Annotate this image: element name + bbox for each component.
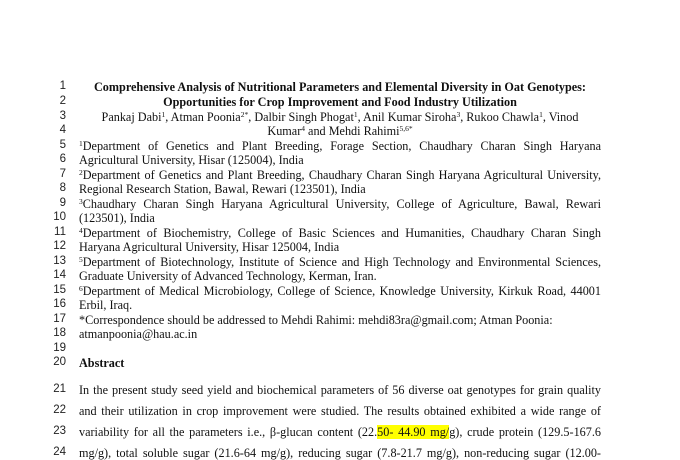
line-number: 18 xyxy=(53,327,66,339)
affiliation-5-cont: Graduate University of Advanced Technology, Kerman, Iran. xyxy=(79,269,377,283)
author-sup: 1 xyxy=(353,110,358,119)
line-number: 23 xyxy=(53,425,66,437)
author-name: Dalbir Singh Phogat xyxy=(254,110,354,124)
line-number: 13 xyxy=(53,255,66,267)
affiliation-6 xyxy=(79,284,601,298)
affiliation-3 xyxy=(79,197,601,211)
abstract-text: variability for all the parameters i.e., β-glucan content (22. xyxy=(79,425,378,439)
line-number: 14 xyxy=(53,269,66,281)
author-name: Rukoo Chawla xyxy=(466,110,540,124)
affiliation-text: Department of Genetics and Plant Breeding, Chaudhary Charan Singh Haryana Agricultural University, xyxy=(82,168,601,182)
line-number: 24 xyxy=(53,446,66,458)
line-number: 22 xyxy=(53,404,66,416)
affiliation-sup: 6 xyxy=(79,284,83,293)
line-number: 12 xyxy=(53,240,66,252)
author-sup: 1 xyxy=(161,110,166,119)
affiliation-sup: 2 xyxy=(79,168,83,177)
line-number: 17 xyxy=(53,313,66,325)
abstract-heading: Abstract xyxy=(79,356,125,370)
line-number: 19 xyxy=(53,342,66,354)
affiliation-text: Chaudhary Charan Singh Haryana Agricultural University, College of Agriculture, Bawal, Rewari xyxy=(82,197,601,211)
author-sup: 3 xyxy=(456,110,461,119)
line-number: 7 xyxy=(59,168,66,180)
correspondence-line-2: atmanpoonia@hau.ac.in xyxy=(79,327,198,341)
line-number: 9 xyxy=(59,197,66,209)
affiliation-2-cont: Regional Research Station, Bawal, Rewari (123501), India xyxy=(79,182,366,196)
affiliation-sup: 4 xyxy=(79,226,83,235)
affiliation-sup: 3 xyxy=(79,197,83,206)
author-name: Vinod xyxy=(548,110,579,124)
line-number: 21 xyxy=(53,383,66,395)
author-line-1: Pankaj Dabi$^1$, Atman Poonia$^{2*}$, Dalbir Singh Phogat$^1$, Anil Kumar Siroha$^3$, Rukoo Chawla$^1$, Vinod xyxy=(101,110,579,124)
paper-title-line-1: Comprehensive Analysis of Nutritional Parameters and Elemental Diversity in Oat Genotypes: xyxy=(94,80,586,94)
abstract-line-24: mg/g), total soluble sugar (21.6-64 mg/g), reducing sugar (7.8-21.7 mg/g), non-reducing sugar (12.00- xyxy=(79,446,601,460)
affiliation-text: Department of Biochemistry, College of Basic Sciences and Humanities, Chaudhary Charan Singh xyxy=(82,226,601,240)
author-name: Pankaj Dabi xyxy=(101,110,162,124)
affiliation-text: Department of Medical Microbiology, College of Science, Knowledge University, Kirkuk Road, 44001 xyxy=(82,284,601,298)
line-number: 6 xyxy=(59,153,66,165)
line-number: 3 xyxy=(59,110,66,122)
correspondence-line-1: *Correspondence should be addressed to Mehdi Rahimi: mehdi83ra@gmail.com; Atman Poonia: xyxy=(79,313,553,327)
line-number: 5 xyxy=(59,139,66,151)
author-name: Atman Poonia xyxy=(170,110,241,124)
line-number: 10 xyxy=(53,211,66,223)
affiliation-sup: 1 xyxy=(79,139,83,148)
author-line-2: Kumar$^4$ and Mehdi Rahimi$^{5,6*}$ xyxy=(267,124,413,138)
paper-title-line-2: Opportunities for Crop Improvement and Food Industry Utilization xyxy=(163,95,517,109)
line-number: 2 xyxy=(59,95,66,107)
affiliation-4 xyxy=(79,226,601,240)
author-sup: 1 xyxy=(539,110,543,119)
affiliation-text: Department of Biotechnology, Institute of Science and High Technology and Environmental Sciences, xyxy=(82,255,601,269)
line-number: 1 xyxy=(59,80,66,92)
affiliation-4-cont: Haryana Agricultural University, Hisar 125004, India xyxy=(79,240,340,254)
author-sup: 2* xyxy=(240,110,249,119)
abstract-text: ), crude protein (129.5-167.6 xyxy=(455,425,601,439)
affiliation-sup: 5 xyxy=(79,255,83,264)
author-name: Kumar xyxy=(267,124,302,138)
author-name: Mehdi Rahimi xyxy=(328,124,400,138)
author-sup: 5,6* xyxy=(399,124,413,133)
affiliation-text: Department of Genetics and Plant Breeding, Forage Section, Chaudhary Charan Singh Haryana xyxy=(82,139,601,153)
abstract-line-23 xyxy=(79,425,601,439)
underlined-text: g xyxy=(449,425,456,439)
abstract-line-21: In the present study seed yield and biochemical parameters of 56 diverse oat genotypes for grain quality xyxy=(79,383,601,397)
author-sup: 4 xyxy=(301,124,305,133)
affiliation-1 xyxy=(79,139,601,153)
highlighted-text: 50- 44.90 mg/ xyxy=(377,425,450,439)
abstract-line-22: and their utilization in crop improvement were studied. The results obtained exhibited a wide range of xyxy=(79,404,601,418)
author-name: Anil Kumar Siroha xyxy=(363,110,457,124)
affiliation-2 xyxy=(79,168,601,182)
line-number: 15 xyxy=(53,284,66,296)
line-number: 20 xyxy=(53,356,66,368)
affiliation-5 xyxy=(79,255,601,269)
line-number: 8 xyxy=(59,182,66,194)
line-number: 11 xyxy=(54,226,66,238)
line-number: 4 xyxy=(59,124,66,136)
affiliation-3-cont: (123501), India xyxy=(79,211,155,225)
affiliation-6-cont: Erbil, Iraq. xyxy=(79,298,133,312)
line-number: 16 xyxy=(53,298,66,310)
affiliation-1-cont: Agricultural University, Hisar (125004), India xyxy=(79,153,304,167)
